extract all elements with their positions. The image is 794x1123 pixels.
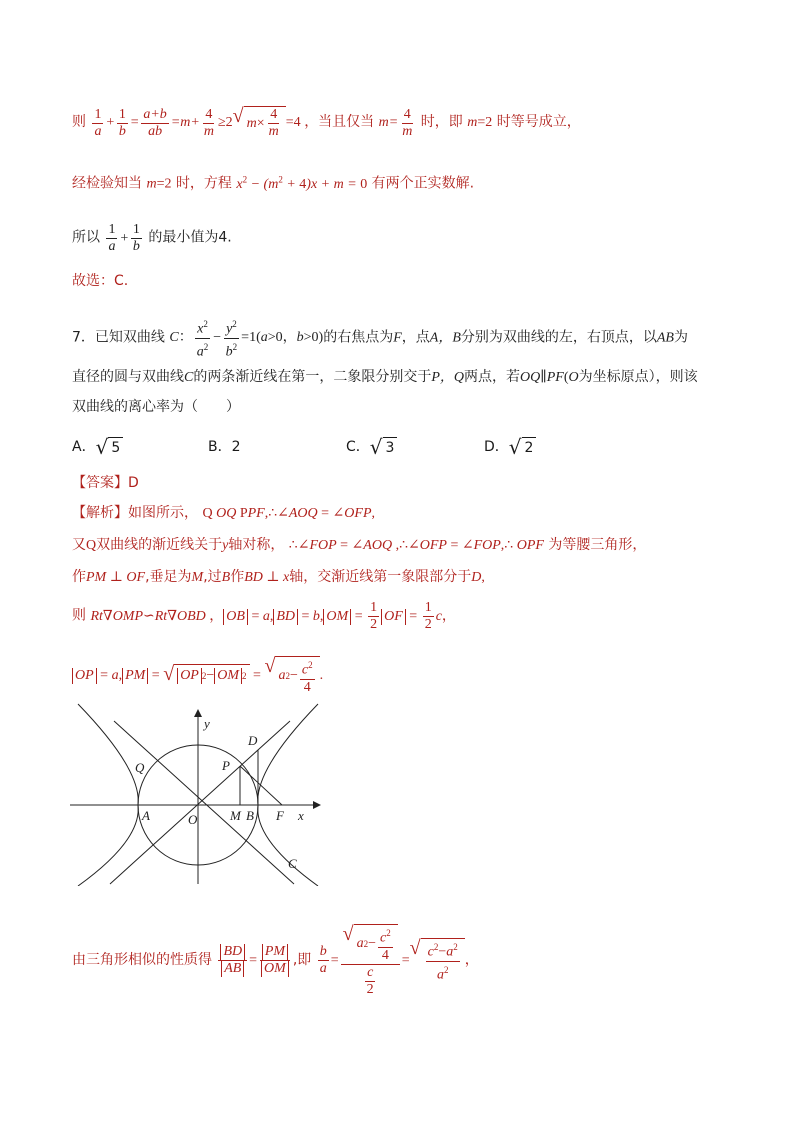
option-d[interactable]: D． √ 2 — [484, 436, 536, 457]
solution-choice: 故选：C. — [72, 273, 129, 289]
label-y: y — [204, 716, 210, 731]
label-F: F — [276, 808, 284, 823]
analysis-line-2: 又Q双曲线的渐近线关于y轴对称， ∴∠FOP = ∠AOQ ,∴∠OFP = ∠FOP,∴ OPF 为等腰三角形， — [72, 537, 647, 553]
solution-line-3: 所以 $\frac{1}{a}$ + $\frac{1}{b}$ 的最小值为4. — [72, 222, 232, 254]
option-c[interactable]: C． √ 3 — [346, 436, 397, 457]
label-B: B — [246, 808, 254, 823]
solution-line-2: 经检验知当 m=2 时，方程 $x^2 - (m^2 + 4)x + m = 0$ 有两个正实数解. — [72, 174, 475, 192]
option-b[interactable]: B．2 — [208, 439, 241, 455]
hyperbola-figure — [62, 700, 332, 886]
question-line-1: 7．已知双曲线 C： $\frac{x^2}{a^2}$ − $\frac{y^2}{b^2}$ =1(a>0，b>0)的右焦点为F，点A，B分别为双曲线的左，右顶点，以AB为 — [72, 316, 688, 360]
label-C: C — [288, 856, 297, 871]
analysis-line-5: OP = a, PM = √ OP 2 − OM 2 = √ a 2 − $\frac{c^2}{4}$ . — [72, 656, 323, 696]
analysis-line-4: 则 Rt∇OMP∽Rt∇OBD ， OB = a, BD = b, OM = $\frac{1}{2}$ OF = $\frac{1}{2}$ c， — [72, 600, 456, 632]
segment-PF — [240, 766, 282, 805]
question-line-3: 双曲线的离心率为（ ） — [72, 399, 240, 415]
label-M: M — [230, 808, 241, 823]
option-a[interactable]: A． √ 5 — [72, 436, 123, 457]
analysis-line-3: 作PM ⊥ OF,垂足为M,过B作BD ⊥ x轴，交渐近线第一象限部分于D, — [72, 569, 485, 585]
analysis-line-6: 由三角形相似的性质得 $\frac{BD}{AB}$ = $\frac{PM}{OM}$ ,即 $\frac{b}{a}$ = √ a 2 − $\frac{c^2}{4}$ $\frac{c}{2}$ = √ $\frac{c^2-a^2}{a^2}$ ， — [72, 923, 479, 997]
label-x: x — [298, 808, 304, 823]
label-D: D — [248, 733, 258, 748]
label-O: O — [188, 812, 198, 827]
question-line-2: 直径的圆与双曲线C的两条渐近线在第一，二象限分别交于P，Q两点，若OQ∥PF(O为坐标原点），则该 — [72, 369, 698, 385]
label-A: A — [142, 808, 150, 823]
label-P: P — [222, 758, 230, 773]
analysis-line-1: 【解析】如图所示， Q OQ PPF,∴∠AOQ = ∠OFP, — [72, 505, 375, 521]
hyperbola-left-branch — [78, 704, 138, 886]
answer-line: 【答案】D — [72, 475, 139, 491]
label-Q: Q — [135, 760, 145, 775]
solution-line-1: 则 $\frac{1}{a}$ + $\frac{1}{b}$ = $\frac{a+b}{ab}$ =m+ $\frac{4}{m}$ ≥2 √ m × $\frac{4}{m}$ =4 ，当且仅当 m= $\frac{4}{m}$ 时，即 m=2 时等号成立， — [72, 105, 581, 139]
